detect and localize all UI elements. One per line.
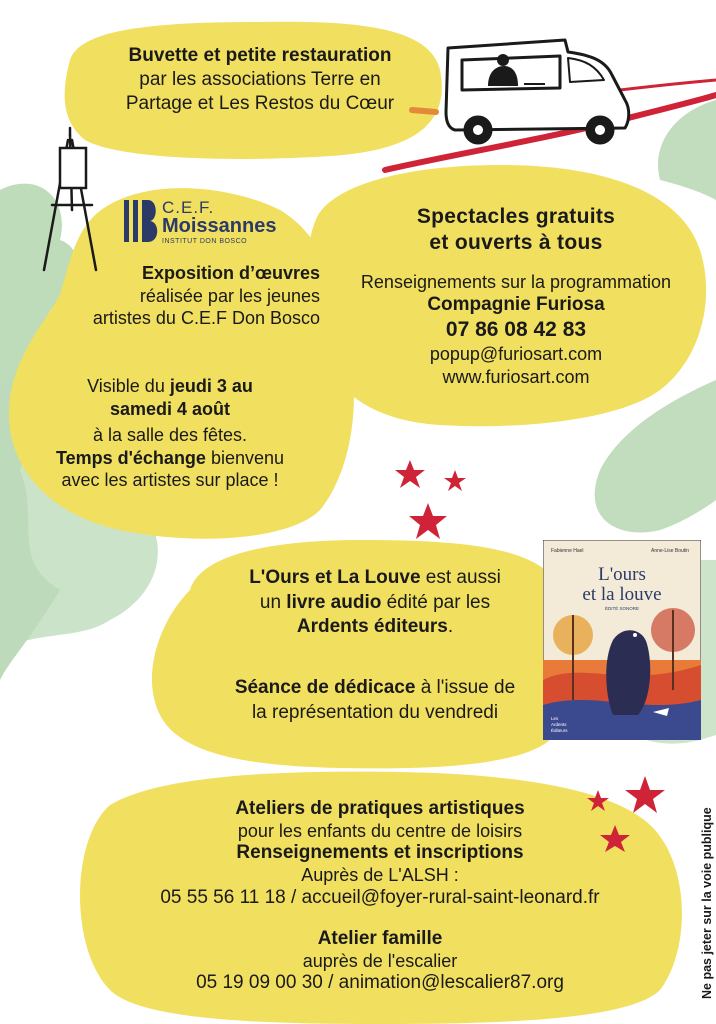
spectacles-email[interactable]: popup@furiosart.com: [429, 344, 603, 364]
expo-title: Exposition d’œuvres: [141, 263, 320, 283]
ateliers-sub-title: Renseignements et inscriptions: [236, 842, 524, 864]
book-title2: et la louve: [582, 584, 662, 605]
famille-title: Atelier famille: [317, 928, 443, 949]
book-subtitle: ÉDITÉ SONORE: [604, 606, 640, 611]
expo-exchange-rest: bienvenu: [205, 447, 285, 468]
book-title1: L'ours: [598, 564, 646, 585]
ateliers-title: Ateliers de pratiques artistiques: [235, 798, 525, 819]
expo-exchange-bold: Temps d'échange: [55, 447, 206, 468]
expo-artists: avec les artistes sur place !: [61, 470, 279, 490]
livre-section: [190, 566, 560, 640]
book-publisher2: Ardents: [551, 722, 567, 727]
spectacles-website[interactable]: www.furiosart.com: [442, 366, 590, 387]
expo-dates-section: [20, 375, 320, 492]
spectacles-phone[interactable]: 07 86 08 42 83: [445, 317, 587, 341]
livre-l5: la représentation du vendredi: [251, 701, 499, 723]
livre-l2-pre: un: [259, 591, 287, 613]
famille-contact[interactable]: 05 19 09 00 30 / animation@lescalier87.org: [196, 972, 564, 994]
cef-logo-line2: Moissannes: [162, 215, 277, 237]
expo-place: à la salle des fêtes.: [92, 425, 248, 445]
livre-l3-rest: .: [447, 616, 454, 638]
spectacles-section: [318, 204, 714, 388]
food-truck-icon: [446, 40, 629, 143]
book-author1: Fabienne Hael: [551, 548, 584, 554]
famille-line1: auprès de l'escalier: [302, 950, 458, 971]
buvette-line2: Partage et Les Restos du Cœur: [125, 92, 395, 114]
ateliers-section: [80, 798, 680, 910]
expo-visible-pre: Visible du: [87, 376, 170, 396]
spectacles-company: Compagnie Furiosa: [427, 294, 605, 315]
livre-l2-rest: édité par les: [381, 591, 491, 613]
livre-l4-bold: Séance de dédicace: [234, 677, 416, 698]
cef-logo-line1: C.E.F.: [162, 198, 215, 217]
book-publisher3: Éditeurs: [551, 728, 568, 733]
dedicace-section: [190, 676, 560, 725]
recycle-note: Ne pas jeter sur la voie publique: [700, 807, 714, 999]
livre-l4-rest: à l'issue de: [415, 677, 516, 698]
expo-section: [20, 262, 320, 330]
spectacles-title2: et ouverts à tous: [429, 231, 603, 255]
cef-logo: [122, 196, 292, 246]
famille-section: [80, 928, 680, 995]
book-author2: Anne-Lise Boutin: [651, 548, 690, 554]
ateliers-contact[interactable]: 05 55 56 11 18 / accueil@foyer-rural-saint-leonard.fr: [160, 886, 600, 908]
buvette-section: [100, 44, 420, 115]
expo-visible-bold: jeudi 3 au: [169, 376, 253, 396]
book-publisher1: Les: [551, 716, 559, 721]
livre-l1-bold: L'Ours et La Louve: [249, 567, 421, 588]
livre-l1-rest: est aussi: [420, 567, 501, 588]
spectacles-info: Renseignements sur la programmation: [360, 271, 672, 292]
spectacles-title1: Spectacles gratuits: [416, 205, 616, 228]
buvette-line1: par les associations Terre en: [139, 68, 381, 90]
expo-visible-date: samedi 4 août: [109, 398, 231, 419]
expo-line1: réalisée par les jeunes: [139, 285, 320, 306]
livre-l2-bold: livre audio: [286, 591, 382, 613]
book-cover-image: [543, 540, 701, 740]
buvette-title: Buvette et petite restauration: [128, 45, 392, 66]
cef-logo-icon: [122, 196, 160, 246]
cef-logo-line3: INSTITUT DON BOSCO: [162, 238, 248, 245]
expo-line2: artistes du C.E.F Don Bosco: [92, 308, 320, 328]
livre-l3-bold: Ardents éditeurs: [296, 616, 448, 638]
ateliers-line1: pour les enfants du centre de loisirs: [237, 820, 523, 841]
ateliers-line2: Auprès de L'ALSH :: [301, 865, 459, 886]
